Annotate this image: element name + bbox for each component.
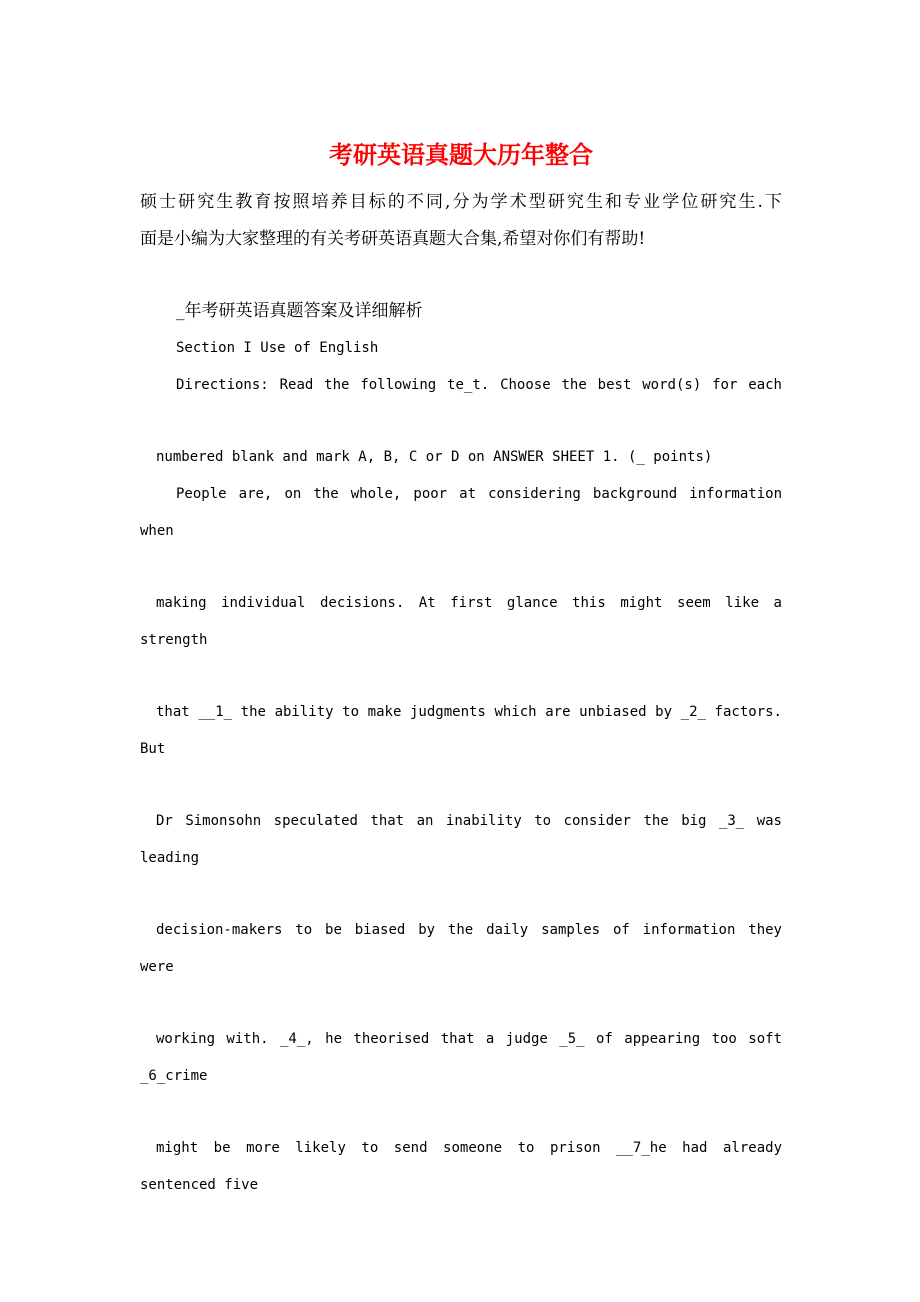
text-line: when — [140, 523, 174, 539]
text-line: leading — [140, 850, 200, 866]
text-line: Dr Simonsohn speculated that an inability to consider the big _3_ was — [156, 813, 782, 829]
text-line: were — [140, 959, 174, 975]
intro-line: 面是小编为大家整理的有关考研英语真题大合集,希望对你们有帮助! — [140, 229, 646, 249]
text-line: decision-makers to be biased by the daily samples of information they — [156, 922, 782, 938]
text-line: sentenced five — [140, 1177, 259, 1193]
text-line: _年考研英语真题答案及详细解析 — [176, 301, 423, 321]
text-line: But — [140, 741, 166, 757]
intro-paragraph — [140, 184, 782, 258]
text-line: numbered blank and mark A, B, C or D on ANSWER SHEET 1. (_ points) — [156, 449, 713, 465]
text-line: working with. _4_, he theorised that a judge _5_ of appearing too soft — [156, 1031, 782, 1047]
text-line: Directions: Read the following te_t. Choose the best word(s) for each — [176, 377, 782, 393]
text-line: People are, on the whole, poor at considering background information — [176, 486, 782, 502]
text-line: that __1_ the ability to make judgments which are unbiased by _2_ factors. — [156, 704, 782, 720]
text-line: Section I Use of English — [176, 340, 379, 356]
text-line: might be more likely to send someone to prison __7_he had already — [156, 1140, 782, 1156]
document-title: 考研英语真题大历年整合 — [329, 140, 593, 169]
intro-line: 硕士研究生教育按照培养目标的不同,分为学术型研究生和专业学位研究生.下 — [140, 192, 782, 212]
document-body — [140, 293, 782, 1204]
text-line: strength — [140, 632, 208, 648]
text-line: _6_crime — [140, 1068, 208, 1084]
text-line: making individual decisions. At first glance this might seem like a — [156, 595, 782, 611]
